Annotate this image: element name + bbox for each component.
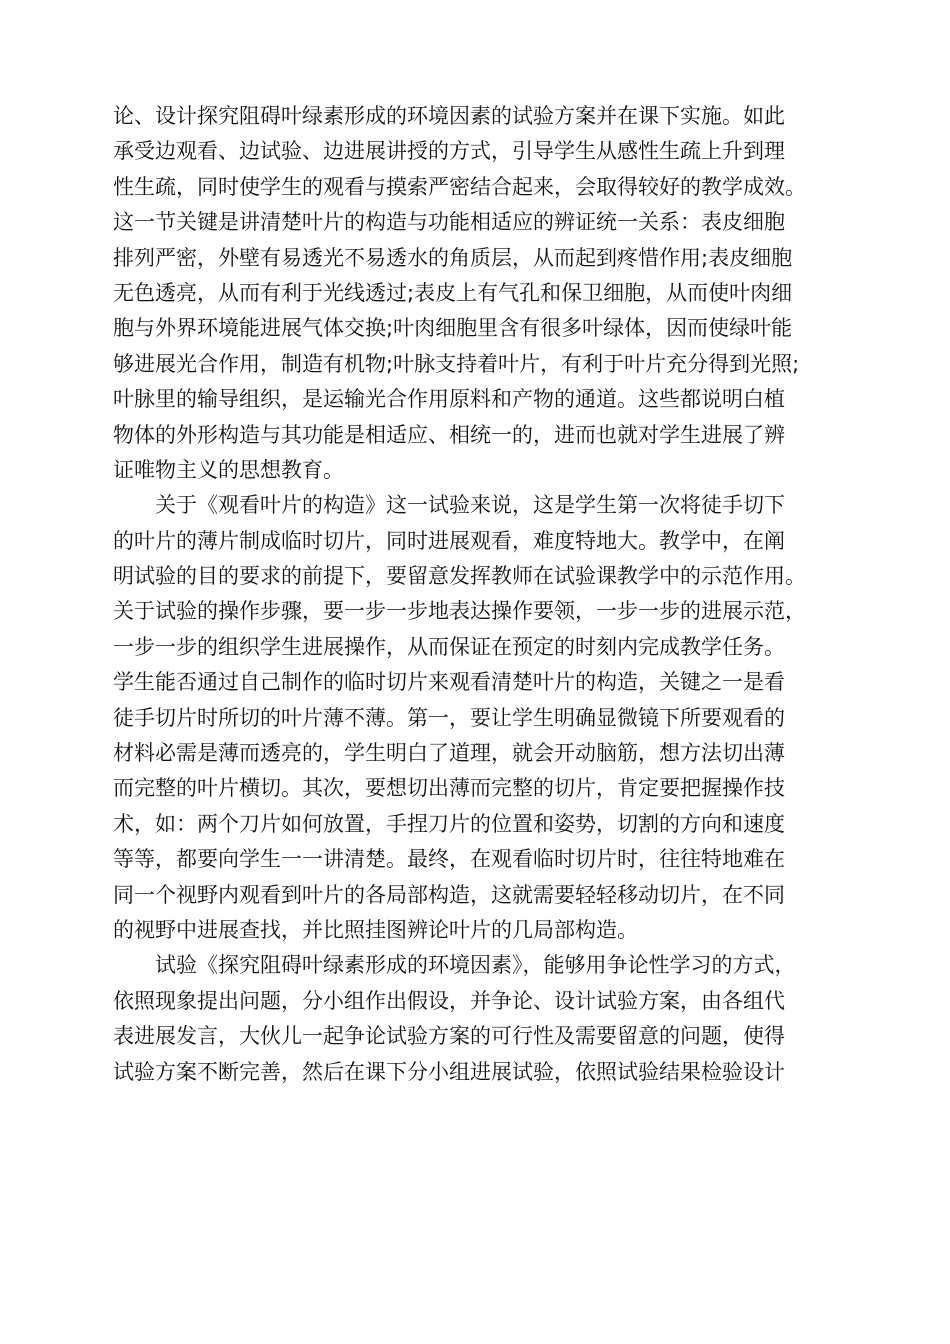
- text-line: 证唯物主义的思想教育。: [113, 457, 344, 482]
- text-line: 够进展光合作用，制造有机物;叶脉支持着叶片，有利于叶片充分得到光照;: [113, 351, 800, 376]
- paragraph-3: [113, 948, 835, 1090]
- text-line: 试验方案不断完善，然后在课下分小组进展试验，依照试验结果检验设计: [113, 1059, 785, 1084]
- paragraph-1: [113, 99, 835, 488]
- text-line: 同一个视野内观看到叶片的各局部构造，这就需要轻轻移动切片，在不同: [113, 882, 785, 907]
- text-line: 明试验的目的要求的前提下，要留意发挥教师在试验课教学中的示范作用。: [113, 564, 806, 589]
- text-line: 材料必需是薄而透亮的，学生明白了道理，就会开动脑筋，想方法切出薄: [113, 741, 785, 766]
- text-line: 物体的外形构造与其功能是相适应、相统一的，进而也就对学生进展了辨: [113, 422, 785, 447]
- text-line: 排列严密，外壁有易透光不易透水的角质层，从而起到疼惜作用;表皮细胞: [113, 245, 793, 270]
- text-line: 叶脉里的输导组织，是运输光合作用原料和产物的通道。这些都说明白植: [113, 387, 785, 412]
- text-line: 术，如：两个刀片如何放置，手捏刀片的位置和姿势，切割的方向和速度: [113, 811, 785, 836]
- text-line: 而完整的叶片横切。其次，要想切出薄而完整的切片，肯定要把握操作技: [113, 776, 785, 801]
- text-line: 无色透亮，从而有利于光线透过;表皮上有气孔和保卫细胞，从而使叶肉细: [113, 280, 793, 305]
- text-line: 关于试验的操作步骤，要一步一步地表达操作要领，一步一步的进展示范，: [113, 599, 806, 624]
- text-line: 的叶片的薄片制成临时切片，同时进展观看，难度特地大。教学中，在阐: [113, 528, 785, 553]
- text-line: 一步一步的组织学生进展操作，从而保证在预定的时刻内完成教学任务。: [113, 634, 785, 659]
- paragraph-2: [113, 488, 835, 948]
- text-line: 表进展发言，大伙儿一起争论试验方案的可行性及需要留意的问题，使得: [113, 1024, 785, 1049]
- text-line: 这一节关键是讲清楚叶片的构造与功能相适应的辨证统一关系：表皮细胞: [113, 210, 785, 235]
- text-line: 论、设计探究阻碍叶绿素形成的环境因素的试验方案并在课下实施。如此: [113, 104, 785, 128]
- text-line: 学生能否通过自己制作的临时切片来观看清楚叶片的构造，关键之一是看: [113, 670, 785, 695]
- text-line: 胞与外界环境能进展气体交换;叶肉细胞里含有很多叶绿体，因而使绿叶能: [113, 316, 793, 341]
- text-line: 的视野中进展查找，并比照挂图辨论叶片的几局部构造。: [113, 917, 638, 942]
- text-line-indented: 关于《观看叶片的构造》这一试验来说，这是学生第一次将徒手切下: [155, 493, 785, 518]
- document-page: [113, 99, 835, 1090]
- text-line: 徒手切片时所切的叶片薄不薄。第一，要让学生明确显微镜下所要观看的: [113, 705, 785, 730]
- text-line: 依照现象提出问题，分小组作出假设，并争论、设计试验方案，由各组代: [113, 988, 785, 1013]
- text-line: 承受边观看、边试验、边进展讲授的方式，引导学生从感性生疏上升到理: [113, 139, 785, 164]
- text-line-indented: 试验《探究阻碍叶绿素形成的环境因素》，能够用争论性学习的方式，: [155, 953, 796, 978]
- text-line: 等等，都要向学生一一讲清楚。最终，在观看临时切片时，往往特地难在: [113, 847, 785, 872]
- text-line: 性生疏，同时使学生的观看与摸索严密结合起来，会取得较好的教学成效。: [113, 174, 806, 199]
